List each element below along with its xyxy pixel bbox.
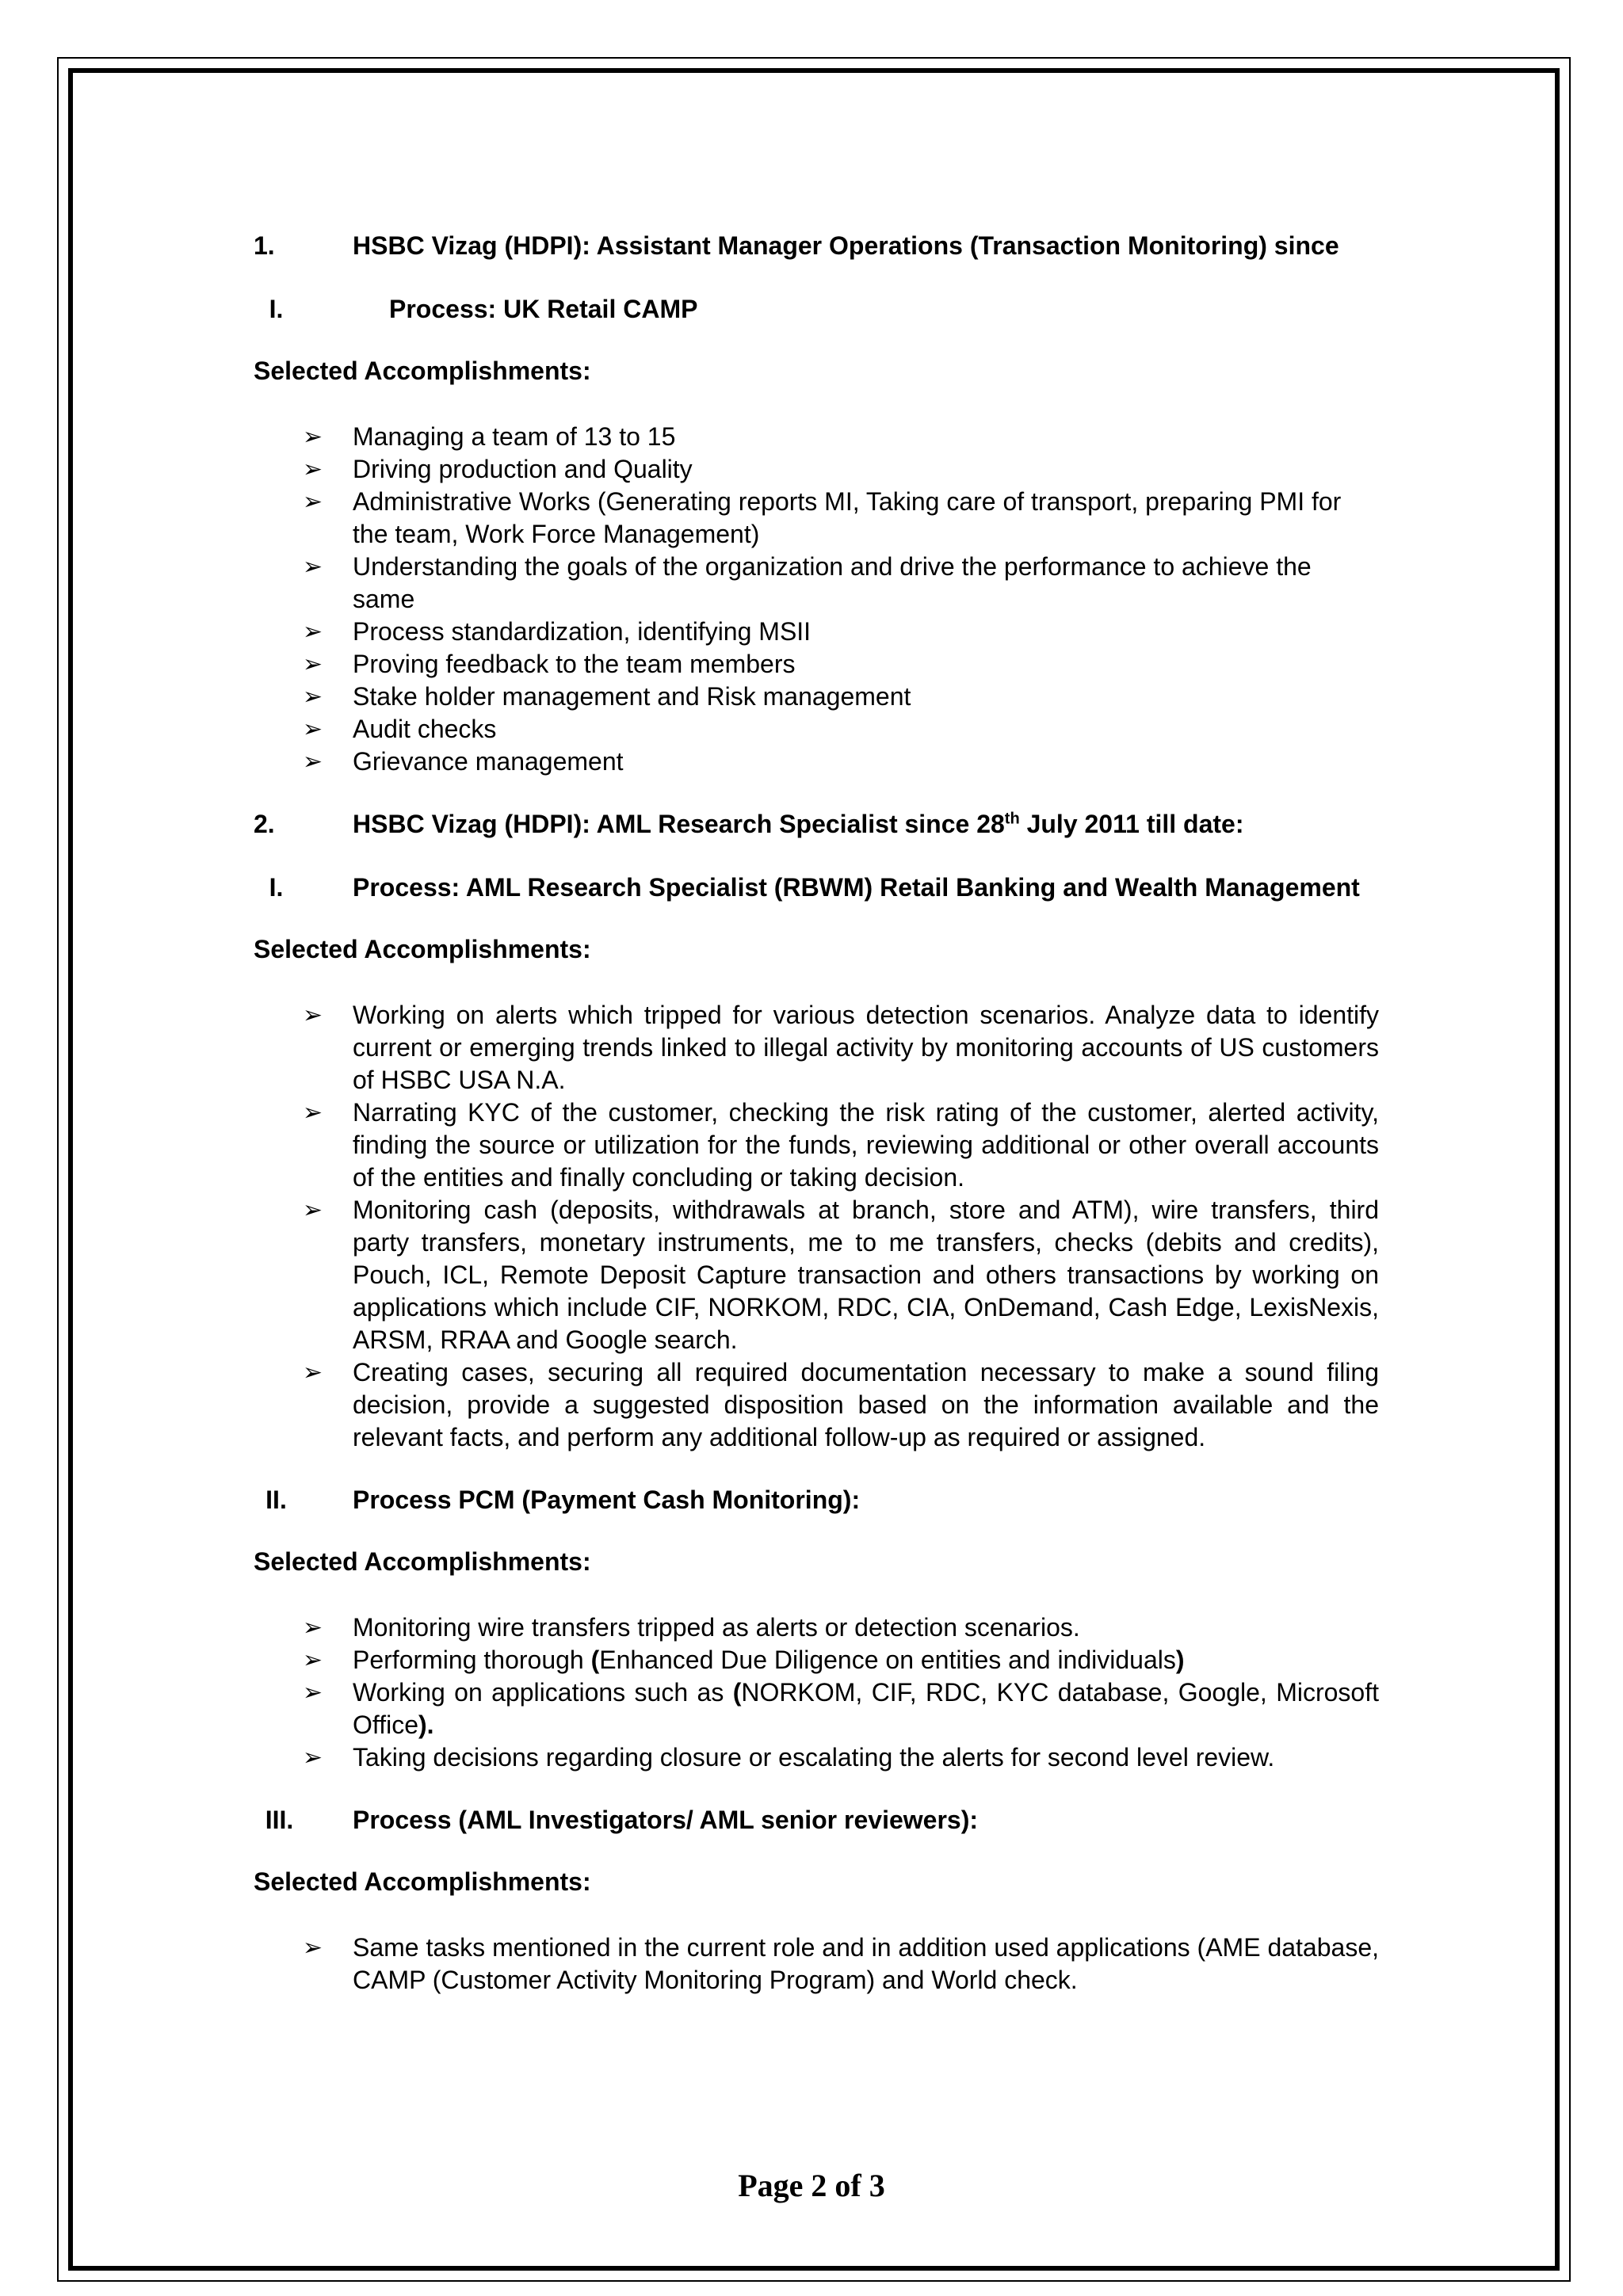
job-number: 2. xyxy=(254,810,275,838)
process-title: Process PCM (Payment Cash Monitoring): xyxy=(353,1486,861,1514)
arrow-bullet-icon: ➢ xyxy=(302,1745,323,1771)
list-item: ➢ Administrative Works (Generating reports MI, Taking care of transport, preparing PMI for the team, Work Force Management) xyxy=(254,486,1379,551)
process-roman-numeral: II. xyxy=(265,1486,287,1514)
resume-page-content xyxy=(254,230,1379,1997)
list-item: ➢ Creating cases, securing all required documentation necessary to make a sound filing decision, provide a suggested disposition based on the information available and the relevant facts, and perform any additional follow-up as required or assigned. xyxy=(254,1356,1379,1454)
arrow-bullet-icon: ➢ xyxy=(302,456,323,482)
bullet-list-aml-investigators xyxy=(254,1932,1379,1997)
list-item: ➢ Monitoring cash (deposits, withdrawals at branch, store and ATM), wire transfers, third party transfers, monetary instruments, me to me transfers, checks (debits and credits), Pouch, ICL, Remote Deposit Capture transaction and others transactions by working on applications which include CIF, NORKOM, RDC, CIA, OnDemand, Cash Edge, LexisNexis, ARSM, RRAA and Google search. xyxy=(254,1194,1379,1356)
bullet-list-pcm xyxy=(254,1611,1379,1774)
list-item: ➢ Narrating KYC of the customer, checking the risk rating of the customer, alerted activity, finding the source or utilization for the funds, reviewing additional or other overall accounts of the entities and finally concluding or taking decision. xyxy=(254,1097,1379,1194)
arrow-bullet-icon: ➢ xyxy=(302,1647,323,1673)
arrow-bullet-icon: ➢ xyxy=(302,716,323,742)
selected-accomplishments-label: Selected Accomplishments: xyxy=(254,935,591,963)
job-number: 1. xyxy=(254,231,275,260)
arrow-bullet-icon: ➢ xyxy=(302,749,323,775)
arrow-bullet-icon: ➢ xyxy=(302,424,323,450)
list-item: ➢ Stake holder management and Risk management xyxy=(254,681,1379,713)
list-item: ➢ Audit checks xyxy=(254,713,1379,746)
list-item: ➢ Taking decisions regarding closure or escalating the alerts for second level review. xyxy=(254,1741,1379,1774)
arrow-bullet-icon: ➢ xyxy=(302,1197,323,1223)
list-item: ➢ Monitoring wire transfers tripped as alerts or detection scenarios. xyxy=(254,1611,1379,1644)
list-item: ➢ Understanding the goals of the organization and drive the performance to achieve the same xyxy=(254,551,1379,616)
list-item: ➢ Working on alerts which tripped for various detection scenarios. Analyze data to identify current or emerging trends linked to illegal activity by monitoring accounts of US customers of HSBC USA N.A. xyxy=(254,999,1379,1097)
list-item: ➢ Grievance management xyxy=(254,746,1379,778)
arrow-bullet-icon: ➢ xyxy=(302,554,323,580)
list-item: ➢ Performing thorough (Enhanced Due Diligence on entities and individuals) xyxy=(254,1644,1379,1676)
list-item: ➢ Same tasks mentioned in the current role and in addition used applications (AME database, CAMP (Customer Activity Monitoring Program) and World check. xyxy=(254,1932,1379,1997)
selected-accomplishments-label: Selected Accomplishments: xyxy=(254,1867,591,1896)
list-item: ➢ Working on applications such as (NORKOM, CIF, RDC, KYC database, Google, Microsoft Office). xyxy=(254,1676,1379,1741)
process-title: Process (AML Investigators/ AML senior reviewers): xyxy=(353,1806,978,1834)
arrow-bullet-icon: ➢ xyxy=(302,651,323,677)
job-heading-2 xyxy=(254,808,1379,841)
job-title: HSBC Vizag (HDPI): AML Research Specialist since 28th July 2011 till date: xyxy=(353,810,1244,838)
arrow-bullet-icon: ➢ xyxy=(302,684,323,710)
selected-accomplishments-label: Selected Accomplishments: xyxy=(254,1547,591,1576)
bullet-list-aml-research xyxy=(254,999,1379,1454)
list-item: ➢ Process standardization, identifying MSII xyxy=(254,616,1379,648)
job-title: HSBC Vizag (HDPI): Assistant Manager Operations (Transaction Monitoring) since xyxy=(353,231,1339,260)
arrow-bullet-icon: ➢ xyxy=(302,1360,323,1386)
arrow-bullet-icon: ➢ xyxy=(302,1100,323,1126)
arrow-bullet-icon: ➢ xyxy=(302,489,323,515)
arrow-bullet-icon: ➢ xyxy=(302,619,323,645)
process-title: Process: UK Retail CAMP xyxy=(389,295,698,323)
arrow-bullet-icon: ➢ xyxy=(302,1680,323,1706)
list-item: ➢ Proving feedback to the team members xyxy=(254,648,1379,681)
arrow-bullet-icon: ➢ xyxy=(302,1935,323,1961)
process-title: Process: AML Research Specialist (RBWM) Retail Banking and Wealth Management xyxy=(353,873,1360,902)
list-item: ➢ Managing a team of 13 to 15 xyxy=(254,421,1379,453)
process-heading-aml-research-specialist xyxy=(254,871,1379,904)
process-heading-pcm xyxy=(254,1484,1379,1516)
list-item: ➢ Driving production and Quality xyxy=(254,453,1379,486)
arrow-bullet-icon: ➢ xyxy=(302,1615,323,1641)
process-heading-uk-retail-camp xyxy=(254,293,1379,326)
job-heading-1 xyxy=(254,230,1379,262)
process-roman-numeral: I. xyxy=(269,295,284,323)
bullet-list-section1 xyxy=(254,421,1379,778)
process-roman-numeral: III. xyxy=(265,1806,294,1834)
arrow-bullet-icon: ➢ xyxy=(302,1002,323,1028)
selected-accomplishments-label: Selected Accomplishments: xyxy=(254,357,591,385)
page-number-footer: Page 2 of 3 xyxy=(738,2168,885,2203)
process-heading-aml-investigators xyxy=(254,1804,1379,1836)
process-roman-numeral: I. xyxy=(269,873,284,902)
